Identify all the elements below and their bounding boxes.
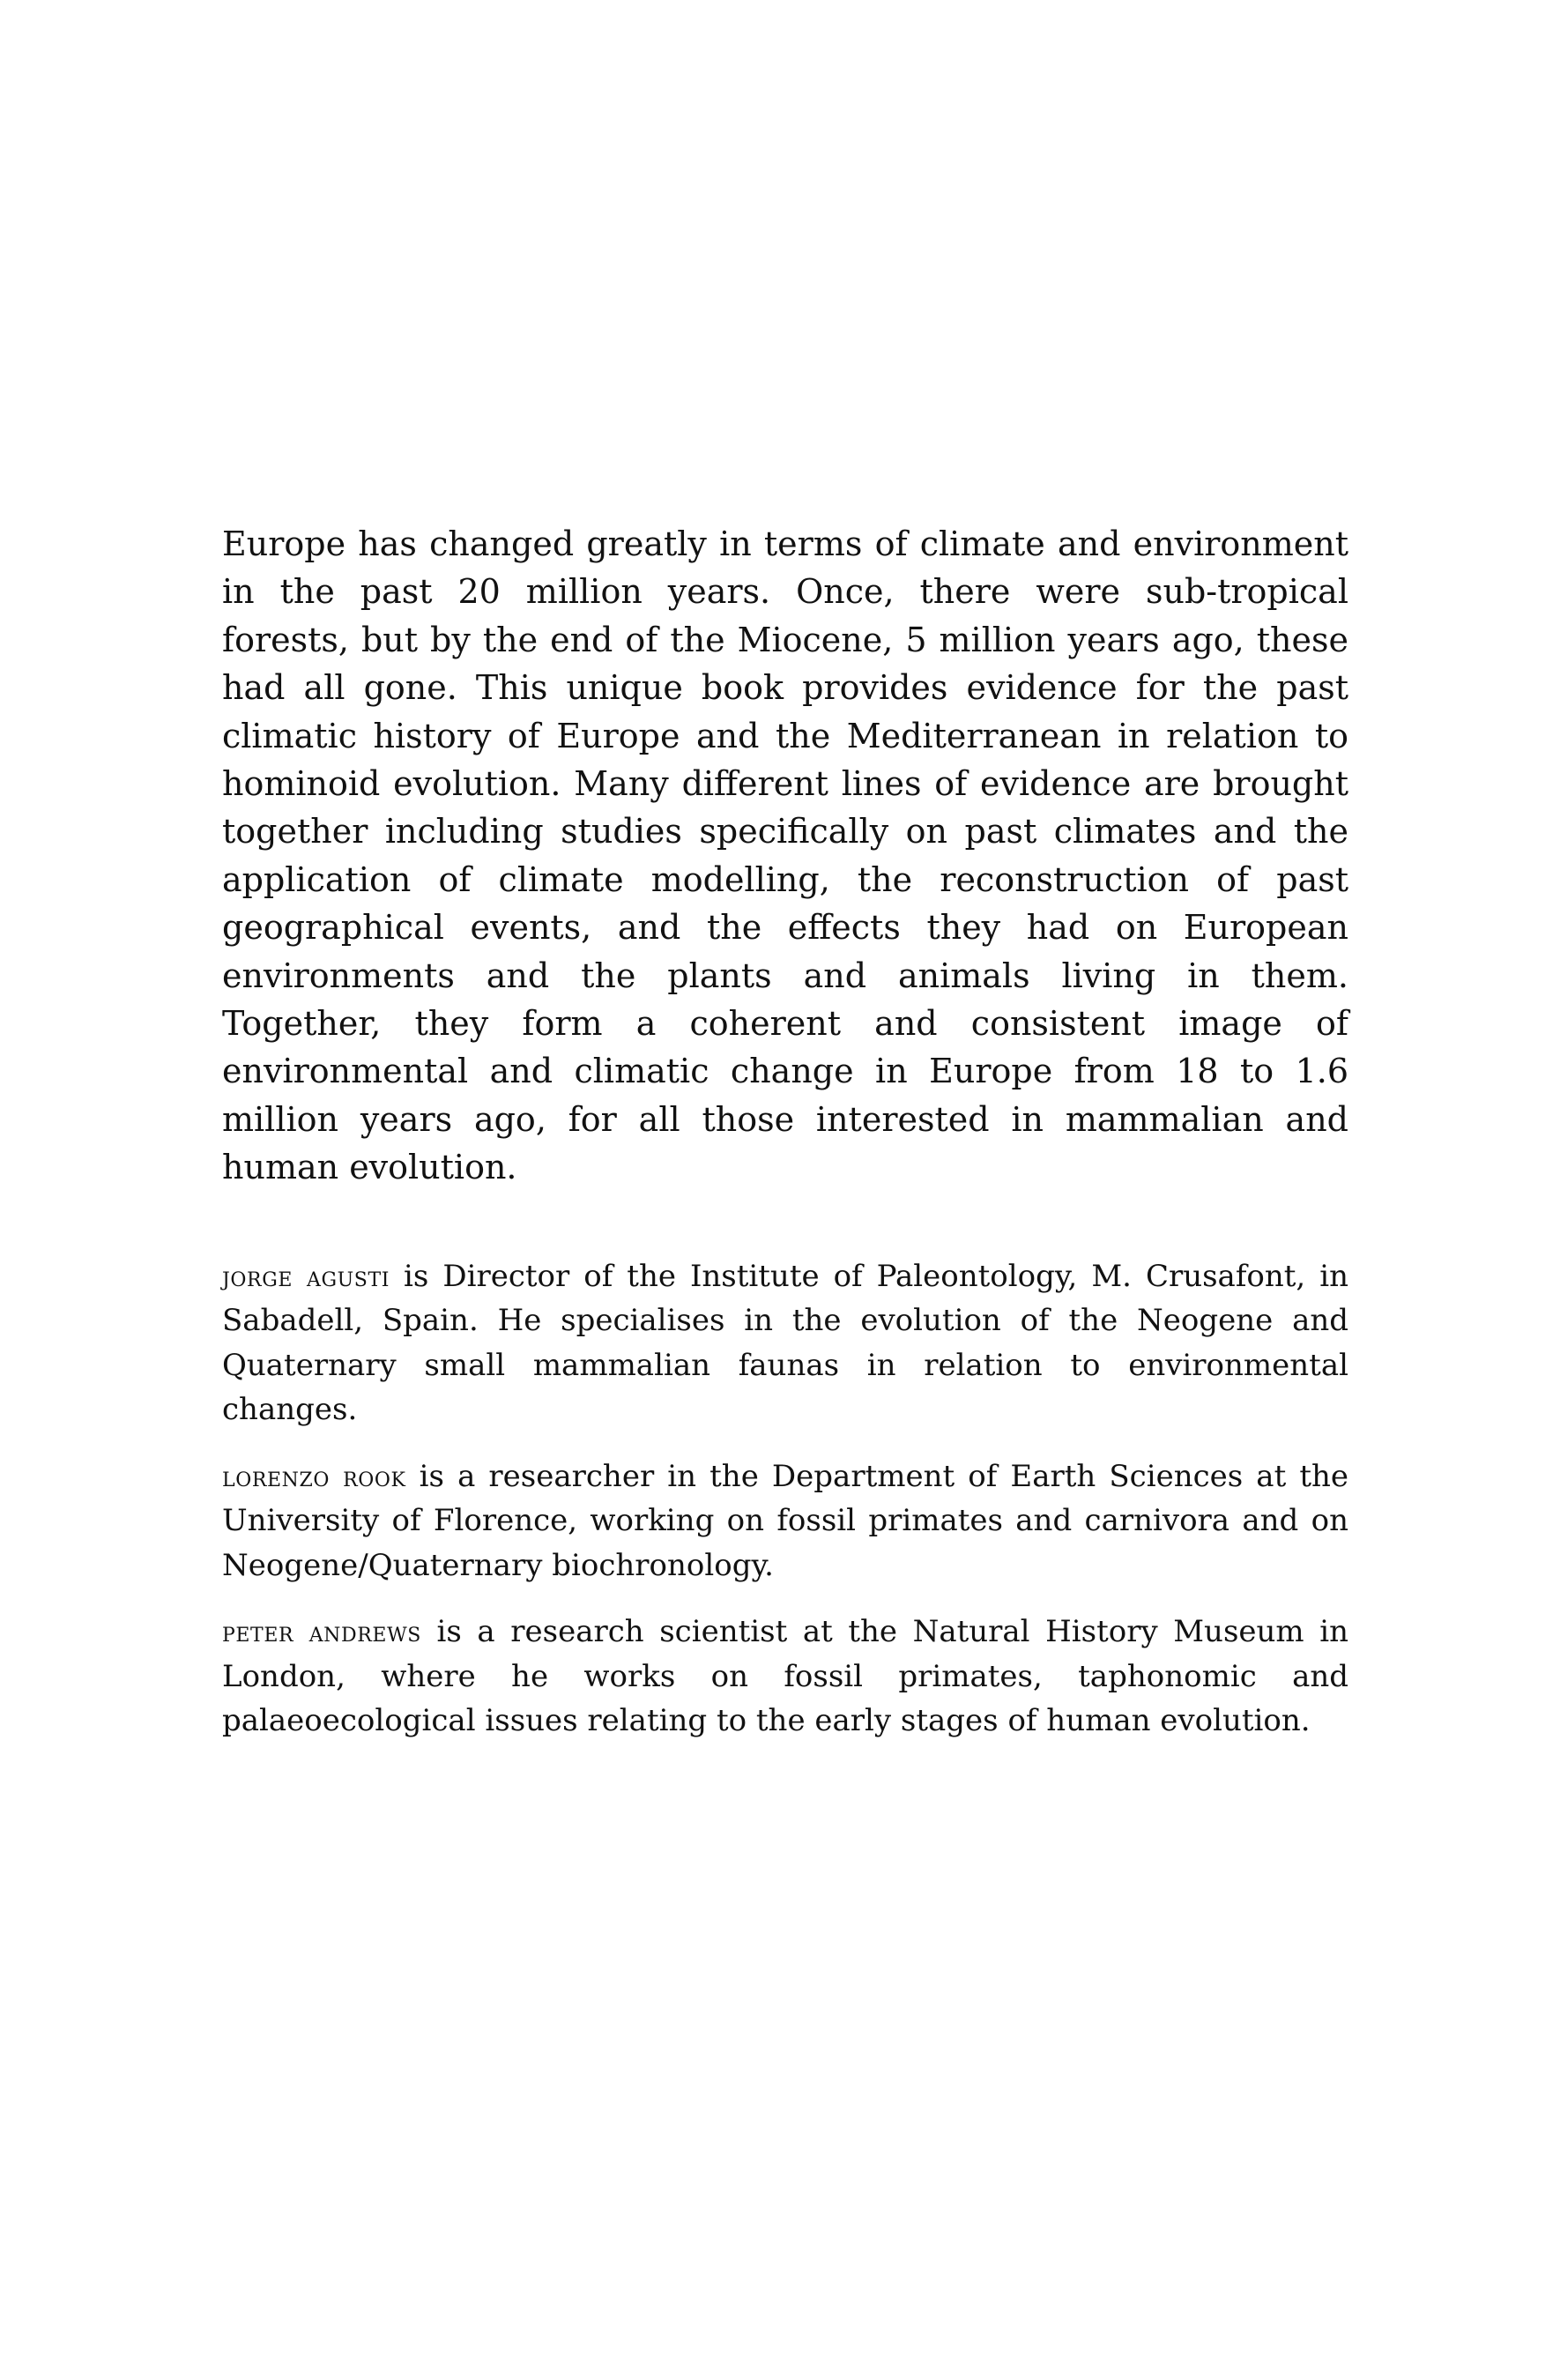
author-bio-lorenzo-rook bbox=[222, 1454, 1348, 1588]
author-bio-text: is a researcher in the Department of Earth Sciences at the University of Florence, working on fossil primates and carnivora and on Neogene/Quaternary biochronology. bbox=[222, 1458, 1349, 1583]
author-bio-text: is a research scientist at the Natural History Museum in London, where he works on fossil primates, taphonomic and palaeoecological issues relating to the early stages of human evolution. bbox=[222, 1614, 1348, 1739]
author-name: peter andrews bbox=[222, 1615, 421, 1649]
author-name: lorenzo rook bbox=[222, 1459, 406, 1493]
author-bio-jorge-agusti bbox=[222, 1254, 1348, 1432]
author-bio-text: is Director of the Institute of Paleontology, M. Crusafont, in Sabadell, Spain. He specialises in the evolution of the Neogene and Quaternary small mammalian faunas in relation to environmental changes. bbox=[222, 1258, 1348, 1428]
author-bio-peter-andrews bbox=[222, 1610, 1348, 1744]
book-description: Europe has changed greatly in terms of climate and environment in the past 20 million years. Once, there were sub-tropical forests, but by the end of the Miocene, 5 million years ago, these had all gone. This unique book provides evidence for the past climatic history of Europe and the Mediterranean in relation to hominoid evolution. Many different lines of evidence are brought together including studies specifically on past climates and the application of climate modelling, the reconstruction of past geographical events, and the effects they had on European environments and the plants and animals living in them. Together, they form a coherent and consistent image of environmental and climatic change in Europe from 18 to 1.6 million years ago, for all those interested in mammalian and human evolution. bbox=[222, 524, 1348, 1187]
author-name: jorge agusti bbox=[222, 1259, 390, 1293]
book-blurb-page bbox=[222, 520, 1348, 1744]
